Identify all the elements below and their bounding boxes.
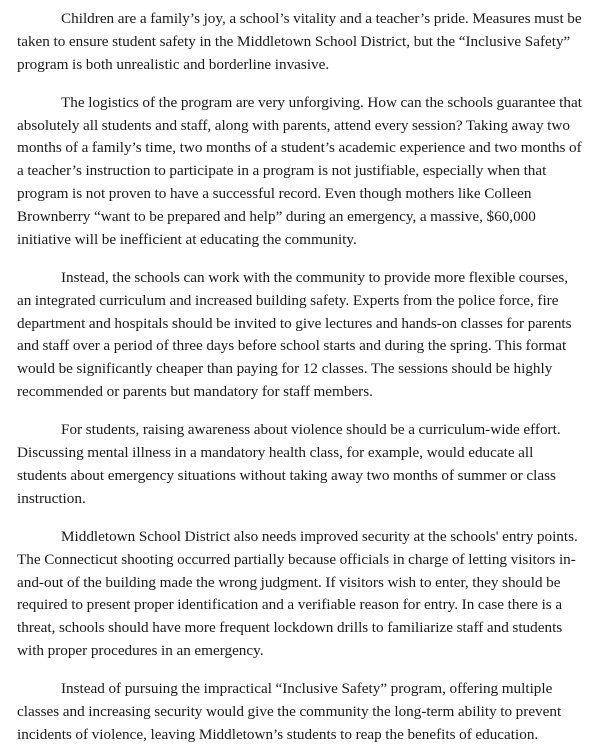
paragraph-5: Middletown School District also needs improved security at the schools' entry points. The Connecticut shooting occurred partially because officials in charge of letting visitors in-and-out of the building made the wrong judgment. If visitors wish to enter, they should be required to present proper identification and a verifiable reason for entry. In case there is a threat, schools should have more frequent lockdown drills to familiarize staff and students with proper procedures in an emergency. [17,527,578,659]
paragraph-4: For students, raising awareness about violence should be a curriculum-wide effort. Discussing mental illness in a mandatory health class, for example, would educate all students about emergency situations without taking away two months of summer or class instruction. [17,421,561,507]
paragraph-1: Children are a family’s joy, a school’s vitality and a teacher’s pride. Measures must be taken to ensure student safety in the Middletown School District, but the “Inclusive Safety” program is both unrealistic and borderline invasive. [17,10,582,73]
paragraph-3: Instead, the schools can work with the community to provide more flexible courses, an integrated curriculum and increased building safety. Experts from the police force, fire department and hospitals should be invited to give lectures and hands-on classes for parents and staff over a period of three days before school starts and during the spring. This format would be significantly cheaper than paying for 12 classes. The sessions should be highly recommended or parents but mandatory for staff members. [17,268,572,400]
paragraph-2: The logistics of the program are very unforgiving. How can the schools guarantee that absolutely all students and staff, along with parents, attend every session? Taking away two months of a family’s time, two months of a student’s academic experience and two months of a teacher’s instruction to participate in a program is not justifiable, especially when that program is not proven to have a successful record. Even though mothers like Colleen Brownberry “want to be prepared and help” during an emergency, a massive, $60,000 initiative will be inefficient at educating the community. [17,93,582,248]
paragraph-6: Instead of pursuing the impractical “Inclusive Safety” program, offering multiple classes and increasing security would give the community the long-term ability to prevent incidents of violence, leaving Middletown’s students to reap the benefits of education. [17,680,562,743]
